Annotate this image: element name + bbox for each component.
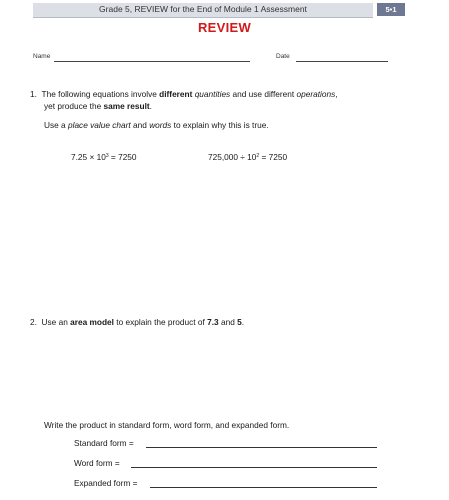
q1-italic-quantities: quantities — [194, 89, 231, 99]
standard-form-label: Standard form = — [74, 438, 134, 448]
header-bar — [33, 3, 373, 18]
expanded-form-field[interactable] — [150, 487, 377, 488]
equation-1 — [71, 152, 137, 162]
header-title: Grade 5, REVIEW for the End of Module 1 Assessment — [99, 4, 307, 14]
q1-text: to explain why this is true. — [171, 120, 269, 130]
q1-italic-place-value-chart: place value chart — [67, 120, 131, 130]
q1-text: . — [149, 101, 152, 111]
date-field[interactable] — [296, 61, 388, 62]
question-1-line-2 — [44, 101, 152, 112]
equation-2-result: = 7250 — [259, 152, 288, 162]
q1-text: and use different — [230, 89, 297, 99]
date-label: Date — [276, 53, 290, 60]
question-2 — [30, 317, 244, 328]
equation-1-result: = 7250 — [108, 152, 137, 162]
q2-text: Use an — [41, 317, 71, 327]
q2-bold-factor-2: 5 — [237, 317, 242, 327]
q1-text: , — [335, 89, 338, 99]
equation-2 — [208, 152, 287, 162]
q1-text: yet produce the — [44, 101, 104, 111]
q1-bold-same-result: same result — [103, 101, 150, 111]
question-1-line-1 — [30, 89, 338, 100]
write-instruction: Write the product in standard form, word form, and expanded form. — [44, 420, 290, 430]
expanded-form-label: Expanded form = — [74, 478, 138, 488]
q2-text: to explain the product of — [113, 317, 208, 327]
word-form-field[interactable] — [131, 467, 377, 468]
q2-bold-factor-1: 7.3 — [207, 317, 219, 327]
q2-text: . — [241, 317, 245, 327]
q1-text: and — [130, 120, 150, 130]
q2-bold-area-model: area model — [70, 317, 114, 327]
question-1-line-3 — [44, 120, 269, 131]
question-2-number: 2. — [30, 317, 37, 327]
standard-form-field[interactable] — [146, 447, 377, 448]
q1-bold-different: different — [159, 89, 193, 99]
q2-text: and — [218, 317, 238, 327]
equation-1-base: 7.25 × 10 — [71, 152, 106, 162]
q1-italic-words: words — [149, 120, 172, 130]
name-label: Name — [33, 53, 51, 60]
q1-italic-operations: operations — [296, 89, 336, 99]
equation-1-exponent: 3 — [105, 153, 109, 159]
name-field[interactable] — [54, 61, 250, 62]
equation-2-base: 725,000 ÷ 10 — [208, 152, 257, 162]
module-badge: 5•1 — [377, 3, 405, 16]
q1-text: The following equations involve — [41, 89, 160, 99]
question-1-number: 1. — [30, 89, 37, 99]
equation-2-exponent: 2 — [256, 153, 260, 159]
word-form-label: Word form = — [74, 458, 120, 468]
q1-text: Use a — [44, 120, 68, 130]
review-title: REVIEW — [197, 20, 252, 35]
